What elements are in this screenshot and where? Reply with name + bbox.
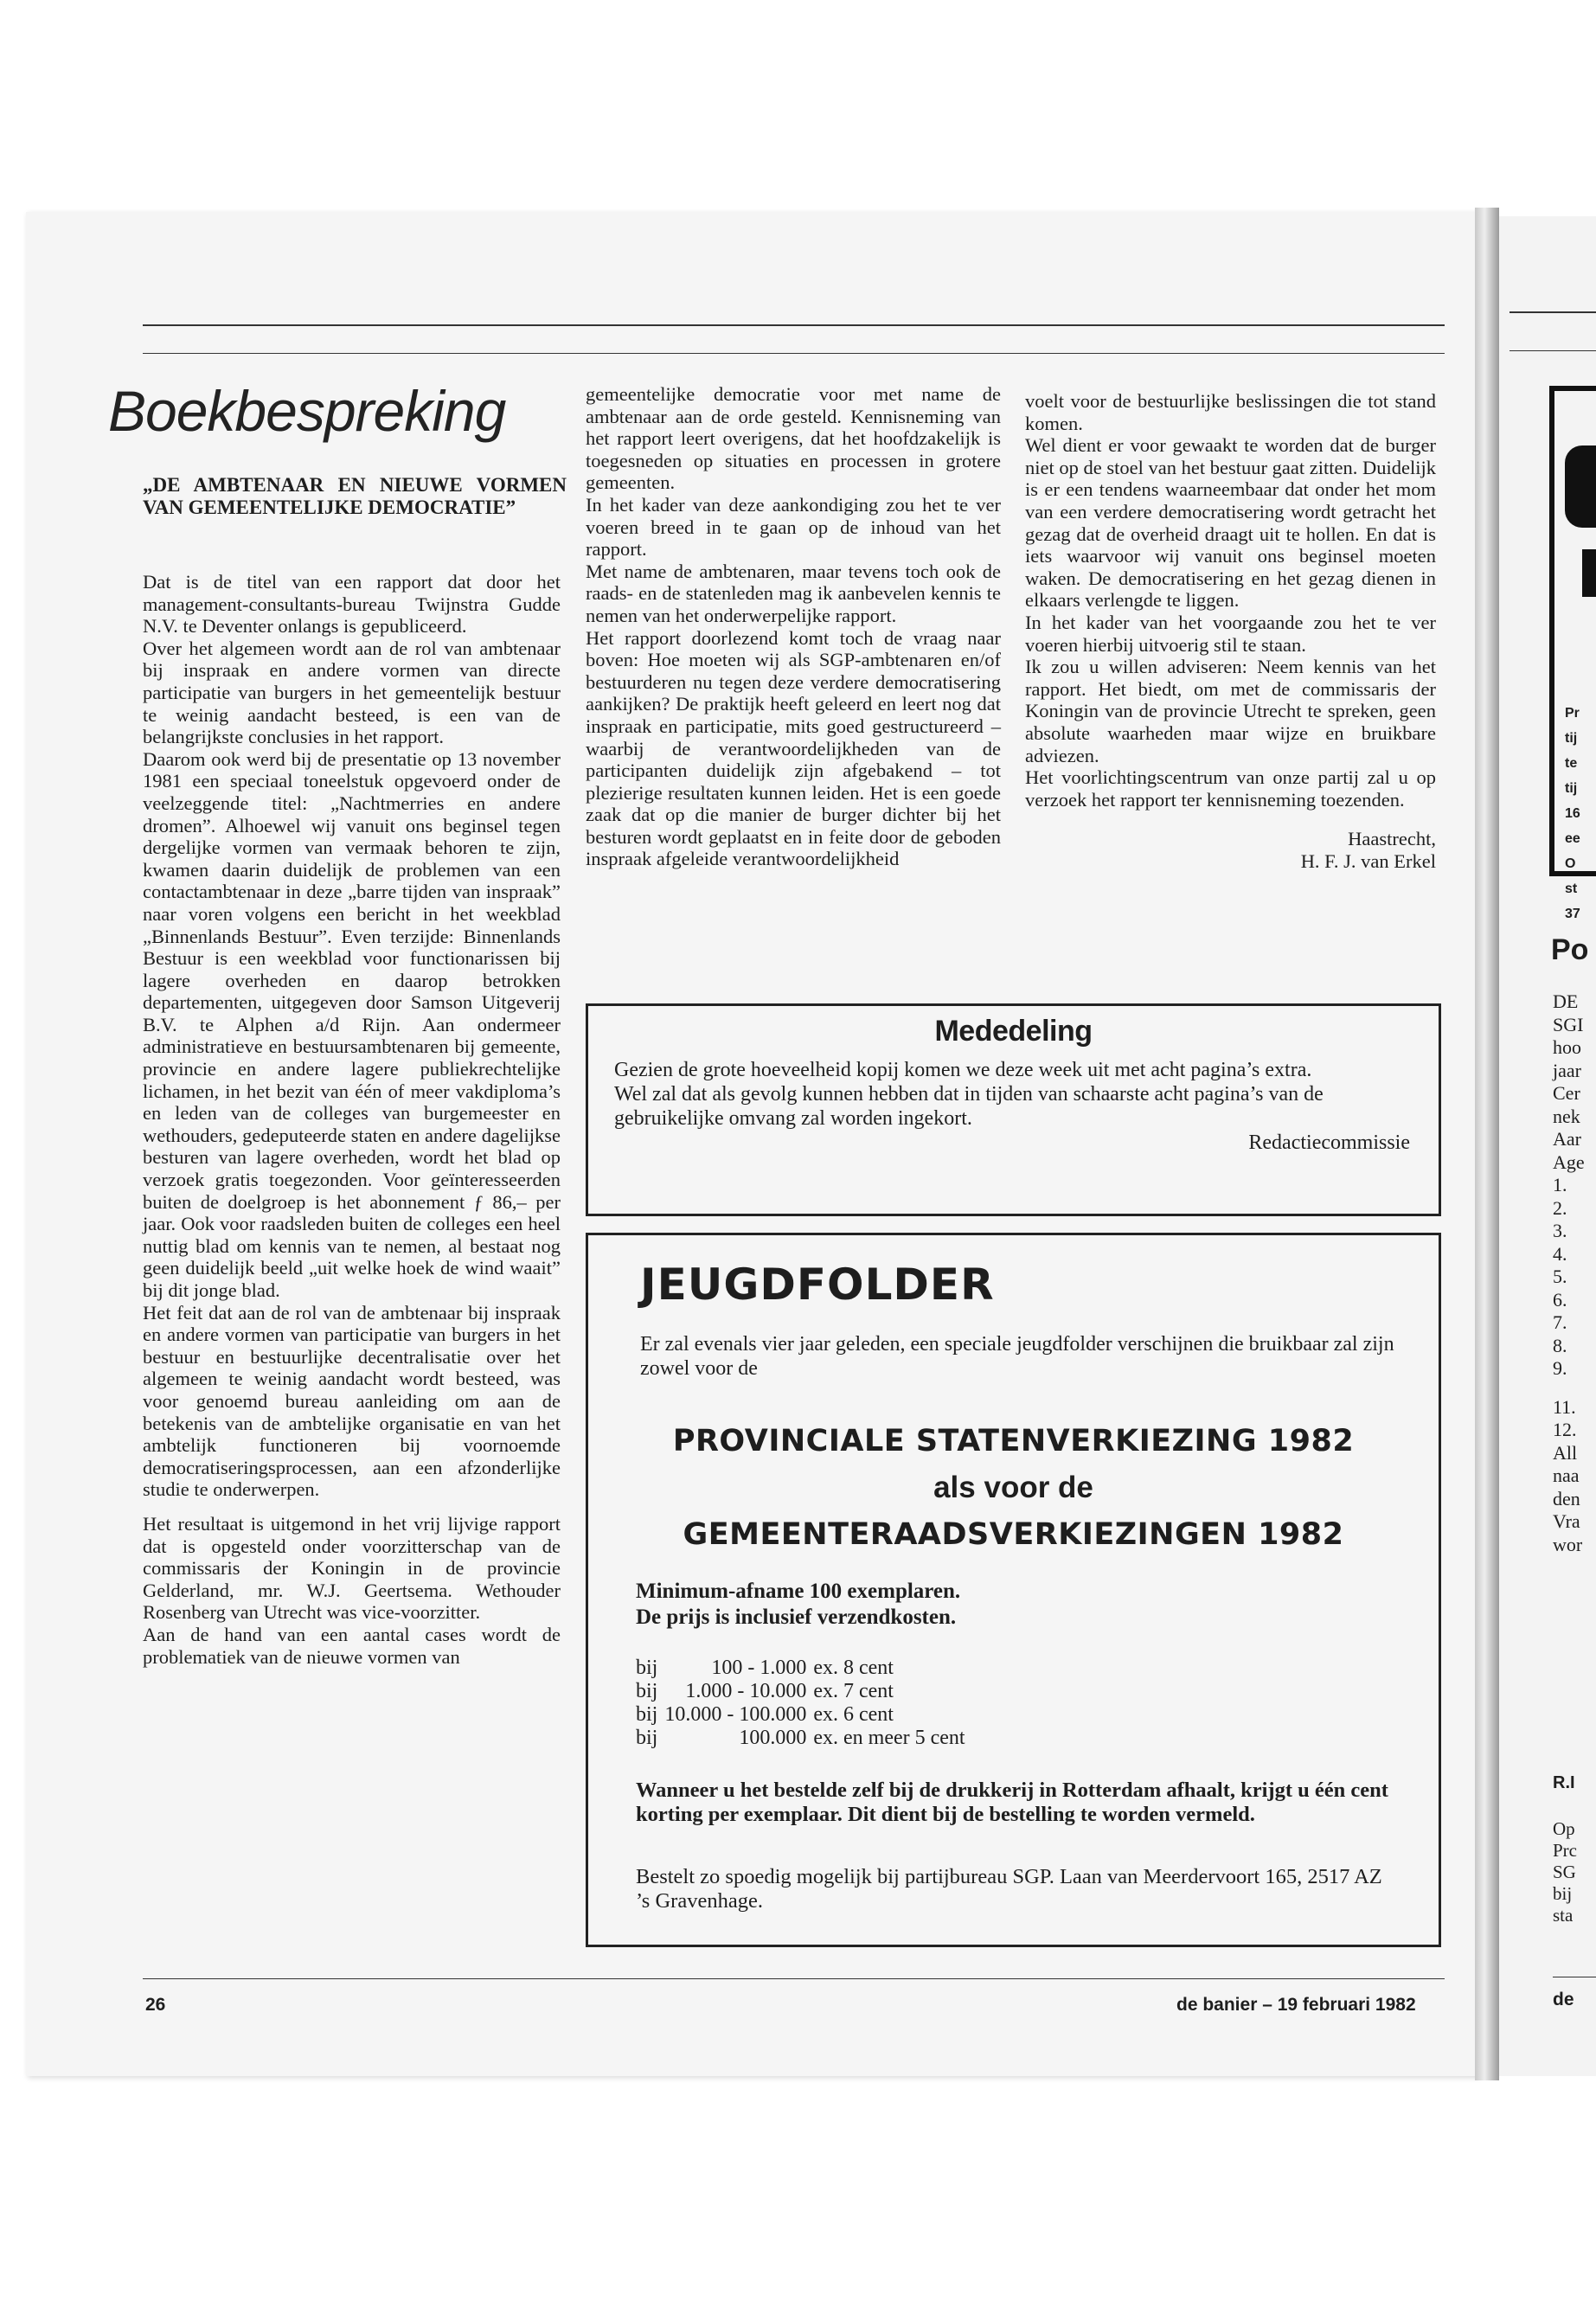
article-column-2 — [586, 383, 1001, 870]
election-municipal: GEMEENTERAADSVERKIEZINGEN 1982 — [683, 1517, 1344, 1552]
price-note: De prijs is inclusief verzendkosten. — [636, 1606, 957, 1629]
price-rate: ex. 6 cent — [813, 1703, 894, 1726]
signature-name: H. F. J. van Erkel — [1300, 849, 1436, 872]
jeugdfolder-intro: Er zal evenals vier jaar geleden, een speciale jeugdfolder verschijnen die bruikbaar zal zijn zowel voor de — [640, 1333, 1394, 1380]
issue-line: de banier – 19 februari 1982 — [1176, 1995, 1416, 2015]
price-rate: ex. 7 cent — [813, 1680, 894, 1702]
signature-place: Haastrecht, — [1348, 828, 1436, 850]
price-pre: bij — [636, 1727, 658, 1749]
top-rule — [143, 324, 1445, 326]
price-row — [636, 1703, 972, 1727]
adjacent-top-rule — [1509, 311, 1596, 313]
adjacent-box-text: Pr tij te tij 16 ee O st 37 — [1565, 706, 1580, 921]
bottom-rule — [143, 1978, 1445, 1979]
price-rate: ex. 8 cent — [813, 1657, 894, 1679]
article-paragraph: Het voorlichtingscentrum van onze partij zal u op verzoek het rapport ter kennisneming toezenden. — [1025, 766, 1436, 811]
adjacent-box-fragment — [1582, 549, 1596, 597]
min-order-note: Minimum-afname 100 exemplaren. — [636, 1580, 961, 1603]
price-pre: bij — [636, 1680, 658, 1702]
adjacent-heading-2: R.I — [1553, 1773, 1575, 1792]
article-paragraph: Het resultaat is uitgemond in het vrij lijvige rapport dat is opgesteld onder voorzitterschap van de commissaris der Koningin in de provincie Gelderland, mr. W.J. Geertsema. Wethouder Rosenberg van Utrecht was vice-voorzitter. — [143, 1512, 561, 1624]
adjacent-page-fragment — [1499, 216, 1596, 2076]
election-connector: als voor de — [933, 1471, 1093, 1504]
article-paragraph: Over het algemeen wordt aan de rol van ambtenaar bij inspraak en andere vormen van directe participatie van burgers in het gemeentelijk bestuur te weinig aandacht besteed, is een van de belangrijkste conclusies in het rapport. — [143, 637, 561, 748]
article-column-1 — [143, 571, 561, 1668]
adjacent-top-rule-2 — [1509, 350, 1596, 351]
price-rate: ex. en meer 5 cent — [813, 1727, 965, 1749]
article-paragraph: voelt voor de bestuurlijke beslissingen die tot stand komen. — [1025, 390, 1436, 434]
article-heading: „DE AMBTENAAR EN NIEUWE VORMEN VAN GEMEENTELIJKE DEMOCRATIE” — [143, 474, 567, 518]
adjacent-heading: Po — [1551, 933, 1589, 966]
adjacent-text-2: Op Prc SG bij sta — [1553, 1818, 1577, 1926]
article-paragraph: Dat is de titel van een rapport dat door het management-consultants-bureau Twijnstra Gudde N.V. te Deventer onlangs is gepubliceerd. — [143, 571, 561, 638]
article-paragraph: Met name de ambtenaren, maar tevens toch ook de raads- en de statenleden mag ik aanbevelen kennis te nemen van het onderwerpelijke rapport. — [586, 560, 1001, 626]
adjacent-box-fragment — [1565, 445, 1596, 528]
price-row — [636, 1657, 972, 1680]
price-pre: bij — [636, 1703, 658, 1726]
section-title: Boekbespreking — [108, 379, 506, 443]
article-paragraph: Daarom ook werd bij de presentatie op 13 november 1981 een speciaal toneelstuk opgevoerd onder de veelzeggende titel: „Nachtmerries en andere dromen”. Alhoewel wij vanuit ons beginsel tegen dergelijke vormen van vermaak behoren te zijn, kwamen daarin duidelijk de problemen van een contactambtenaar in deze „barre tijden van inspraak” naar voren volgens een bericht in het weekblad „Binnenlands Bestuur”. Even terzijde: Binnenlands Bestuur is een weekblad voor functionarissen bij lagere overheden en daarop betrokken departementen, uitgegeven door Samson Uitgeverij B.V. te Alphen a/d Rijn. Aan ondermeer administratieve en bestuursambtenaren bij gemeente, provincie en andere lagere publiekrechtelijke lichamen, in het bezit van één of meer vakdiploma’s en leden van de colleges van burgemeester en wethouders, gedeputeerde staten en andere dagelijkse besturen van lagere overheden, wordt het blad op verzoek gratis toegezonden. Voor geïnteresseerden buiten de doelgroep is het abonnement ƒ 86,– per jaar. Ook voor raadsleden buiten de colleges een heel nuttig blad om kennis van te nemen, al bestaat nog geen duidelijk beeld „uit welke hoek de wind waait” bij dit jonge blad. — [143, 747, 561, 1301]
price-row — [636, 1680, 972, 1703]
article-paragraph: Wel dient er voor gewaakt te worden dat de burger niet op de stoel van het bestuur gaat zitten. Duidelijk is er een tendens waarneembaar dat onder het mom van een verdere democratisering wordt getracht het gezag dat de overheid draagt uit te hollen. En dat is iets waarvoor wij vanuit ons beginsel moeten waken. De democratisering en het gezag dienen in elkaars verlengde te liggen. — [1025, 434, 1436, 612]
article-column-3 — [1025, 390, 1436, 872]
mededeling-title: Mededeling — [934, 1015, 1093, 1048]
price-row — [636, 1727, 972, 1750]
jeugdfolder-title: JEUGDFOLDER — [640, 1259, 995, 1310]
price-range: 100 - 1.000 — [711, 1657, 807, 1679]
mededeling-text-1: Gezien de grote hoeveelheid kopij komen we deze week uit met acht pagina’s extra. — [614, 1059, 1312, 1081]
price-range: 10.000 - 100.000 — [664, 1703, 807, 1726]
election-provincial: PROVINCIALE STATENVERKIEZING 1982 — [672, 1424, 1355, 1458]
price-range: 1.000 - 10.000 — [685, 1680, 807, 1702]
article-paragraph: In het kader van deze aankondiging zou het te ver voeren breed in te gaan op de inhoud van het rapport. — [586, 493, 1001, 561]
price-pre: bij — [636, 1657, 658, 1679]
article-paragraph: Ik zou u willen adviseren: Neem kennis van het rapport. Het biedt, om met de commissaris der Koningin van de provincie Utrecht te spreken, geen absolute waarheden maar wijze en bruikbare adviezen. — [1025, 656, 1436, 766]
binding-spine — [1475, 208, 1499, 2080]
top-rule-2 — [143, 353, 1445, 354]
order-address: Bestelt zo spoedig mogelijk bij partijbureau SGP. Laan van Meerdervoort 165, 2517 AZ ’s Gravenhage. — [636, 1865, 1382, 1913]
article-paragraph: In het kader van het voorgaande zou het te ver voeren hierbij uitvoerig stil te staan. — [1025, 611, 1436, 656]
price-range: 100.000 — [739, 1727, 807, 1749]
mededeling-signature: Redactiecommissie — [1248, 1131, 1410, 1154]
article-paragraph: Het feit dat aan de rol van de ambtenaar bij inspraak en andere vormen van participatie van burgers in het bestuur en bestuurlijke decentralisatie over het algemeen te weinig aandacht wordt besteed, was voor genoemd bureau aanleiding om aan de betekenis van de ambtelijke organisatie en van het ambtelijk functioneren bij voornoemde democratiseringsprocessen, aan een afzonderlijke studie te onderwerpen. — [143, 1301, 561, 1501]
article-paragraph: Aan de hand van een aantal cases wordt de problematiek van de nieuwe vormen van — [143, 1623, 561, 1668]
pickup-discount-note: Wanneer u het bestelde zelf bij de drukkerij in Rotterdam afhaalt, krijgt u één cent korting per exemplaar. Dit dient bij de bestelling te worden vermeld. — [636, 1779, 1388, 1826]
jeugdfolder-box — [586, 1233, 1441, 1947]
page-number: 26 — [145, 1995, 166, 2015]
article-paragraph: gemeentelijke democratie voor met name de ambtenaar aan de orde gesteld. Kennisneming van het rapport leert overigens, dat het hoofdzakelijk is toegesneden op situaties en processen in grotere gemeenten. — [586, 383, 1001, 494]
mededeling-text-2: Wel zal dat als gevolg kunnen hebben dat in tijden van schaarste acht pagina’s van de gebruikelijke omvang zal worden ingekort. — [614, 1083, 1324, 1130]
adjacent-text: DE SGI hoo jaar Cer nek Aar Age 1. 2. 3. 4. 5. 6. 7. 8. 9. 11. 12. All naa den Vra wor — [1553, 990, 1585, 1555]
adjacent-footer: de — [1553, 1990, 1574, 2009]
article-paragraph: Het rapport doorlezend komt toch de vraag naar boven: Hoe moeten wij als SGP-ambtenaren en/of bestuurderen nu tegen deze verdere democratisering aankijken? De praktijk heeft geleerd en leert nog dat inspraak en participatie, mits goed gestructureerd – waarbij de verantwoordelijkheden van de participanten duidelijk zijn afgebakend – tot plezierige resultaten kunnen leiden. Het is een goede zaak dat op die manier de burger dichter bij het besturen wordt geplaatst en in feite door de geboden inspraak afgeleide verantwoordelijkheid — [586, 626, 1001, 870]
mededeling-box — [586, 1003, 1441, 1216]
price-table — [636, 1657, 972, 1750]
